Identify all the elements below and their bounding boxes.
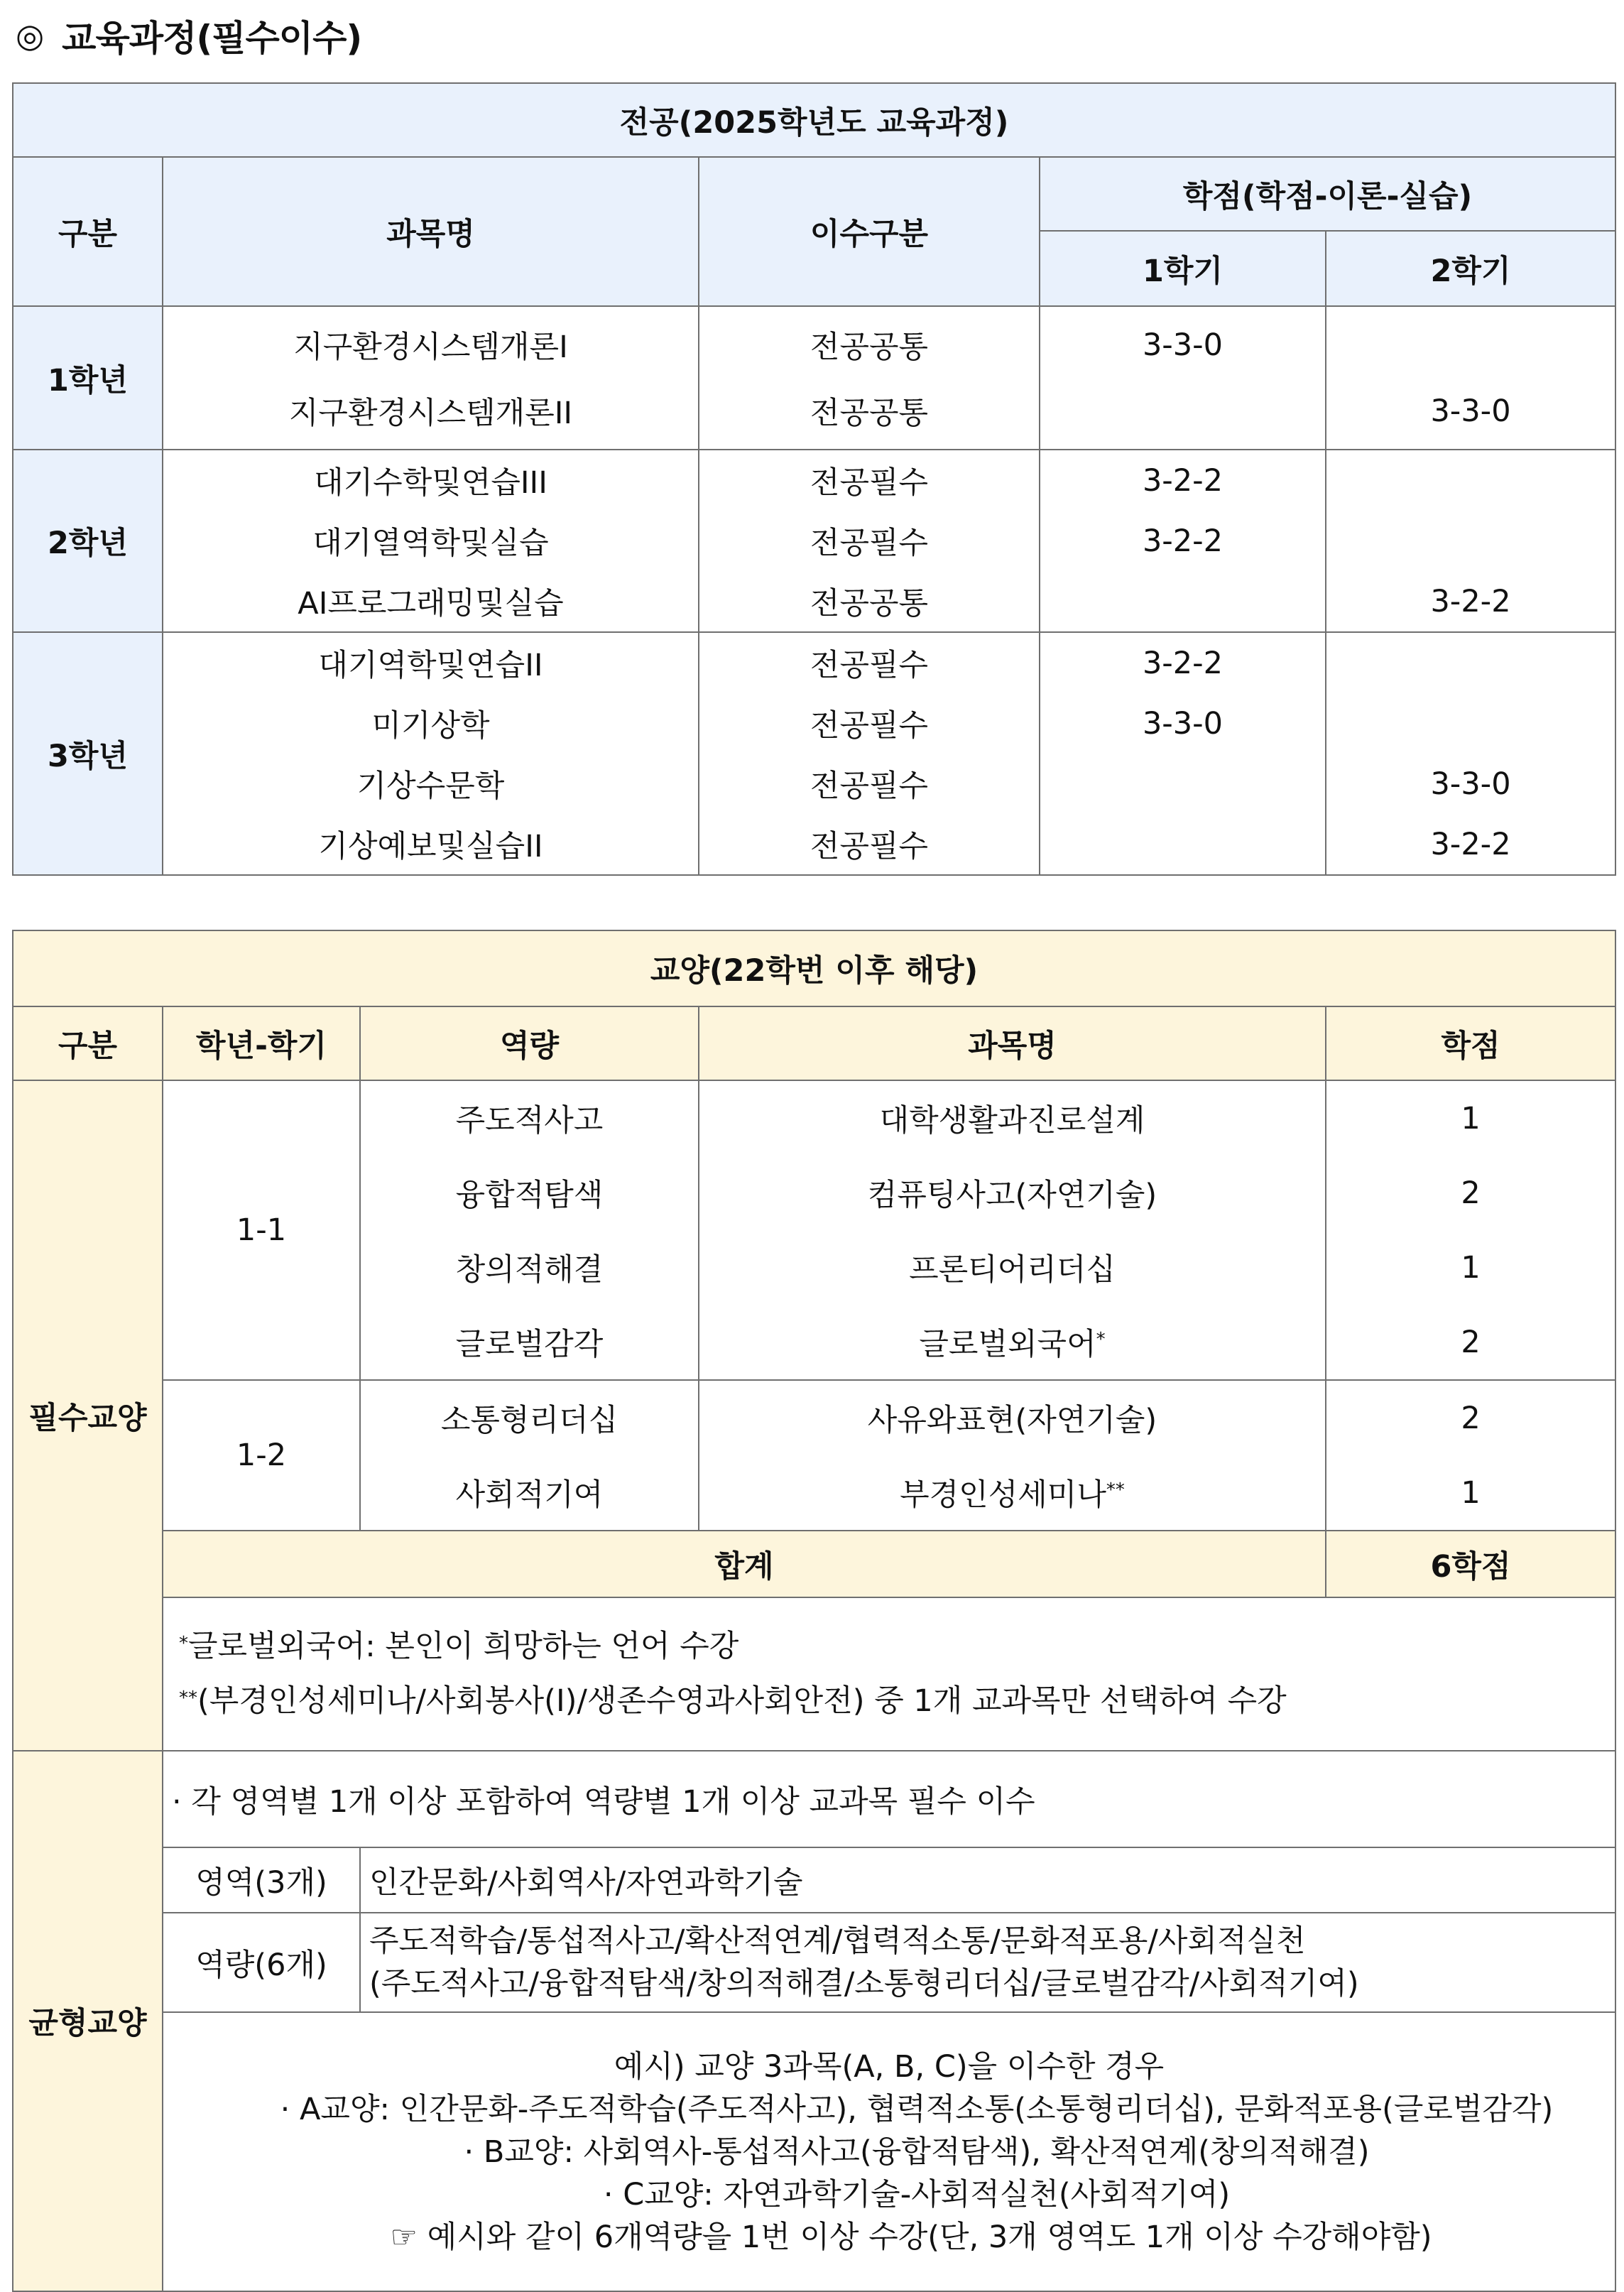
liberal-credit: 1 bbox=[1461, 1249, 1481, 1286]
course-type: 전공필수 bbox=[810, 648, 929, 683]
balanced-rule-row bbox=[13, 1751, 1615, 1847]
year-label: 3학년 bbox=[13, 632, 163, 875]
liberal-credit: 2 bbox=[1461, 1400, 1481, 1436]
footnote-mark: * bbox=[1096, 1328, 1106, 1350]
example-line-a: · A교양: 인간문화-주도적학습(주도적사고), 협력적소통(소통형리더십), 문화적포용(글로벌감각) bbox=[280, 2091, 1554, 2127]
competency: 주도적사고 bbox=[455, 1103, 604, 1139]
course-type: 전공필수 bbox=[810, 829, 929, 864]
competency-value bbox=[360, 1913, 1615, 2012]
liberal-course bbox=[699, 1305, 1325, 1379]
sem2-credit bbox=[1326, 633, 1615, 693]
sem1-credit bbox=[1040, 378, 1325, 444]
major-header-type: 이수구분 bbox=[699, 157, 1040, 306]
course-type: 전공공통 bbox=[810, 586, 929, 621]
sem2-credit: 3-2-2 bbox=[1430, 583, 1511, 619]
sem2-credit: 3-3-0 bbox=[1430, 766, 1511, 802]
major-header-sem2: 2학기 bbox=[1326, 231, 1615, 306]
course-name: 지구환경시스템개론I bbox=[293, 330, 568, 365]
year-label: 1학년 bbox=[13, 306, 163, 450]
sem1-credit bbox=[1040, 814, 1325, 874]
course-type: 전공필수 bbox=[810, 708, 929, 744]
total-value: 6학점 bbox=[1326, 1531, 1615, 1597]
required-group-1-1 bbox=[13, 1080, 1615, 1380]
course-name: 미기상학 bbox=[371, 708, 490, 744]
sem1-credit bbox=[1040, 571, 1325, 631]
liberal-credit: 2 bbox=[1461, 1324, 1481, 1360]
liberal-course bbox=[699, 1455, 1325, 1530]
course-text: 프론티어리더십 bbox=[909, 1252, 1116, 1288]
sem2-credit bbox=[1326, 693, 1615, 754]
competency-row bbox=[13, 1913, 1615, 2012]
liberal-arts-table bbox=[12, 930, 1616, 2292]
liberal-header-course: 과목명 bbox=[699, 1006, 1326, 1080]
competency: 창의적해결 bbox=[455, 1252, 604, 1288]
total-label: 합계 bbox=[163, 1531, 1326, 1597]
year-label: 2학년 bbox=[13, 450, 163, 632]
sem2-credit: 3-2-2 bbox=[1430, 826, 1511, 862]
required-group-1-2 bbox=[13, 1380, 1615, 1531]
major-table-caption: 전공(2025학년도 교육과정) bbox=[13, 83, 1615, 157]
course-type: 전공필수 bbox=[810, 768, 929, 804]
example-line-b: · B교양: 사회역사-통섭적사고(융합적탐색), 확산적연계(창의적해결) bbox=[464, 2134, 1370, 2170]
competency: 소통형리더십 bbox=[440, 1403, 618, 1438]
course-text: 대학생활과진로설계 bbox=[879, 1103, 1145, 1139]
major-header-credit: 학점(학점-이론-실습) bbox=[1040, 157, 1615, 231]
example-line-c: · C교양: 자연과학기술-사회적실천(사회적기여) bbox=[603, 2176, 1231, 2212]
footnote-mark: ** bbox=[179, 1688, 197, 1709]
sem1-credit: 3-3-0 bbox=[1142, 705, 1224, 742]
footnote-2 bbox=[179, 1674, 1602, 1729]
year-row-1 bbox=[13, 306, 1615, 450]
major-header-course: 과목명 bbox=[163, 157, 699, 306]
term-label: 1-2 bbox=[163, 1380, 360, 1531]
course-name: AI프로그래밍및실습 bbox=[298, 586, 564, 621]
liberal-table-caption: 교양(22학번 이후 해당) bbox=[13, 930, 1615, 1006]
required-liberal-label: 필수교양 bbox=[13, 1080, 163, 1751]
total-row bbox=[13, 1531, 1615, 1597]
area-value: 인간문화/사회역사/자연과학기술 bbox=[360, 1847, 1615, 1913]
sem1-credit: 3-2-2 bbox=[1142, 462, 1224, 499]
major-header-sem1: 1학기 bbox=[1040, 231, 1326, 306]
footnote-mark: * bbox=[179, 1633, 188, 1654]
sem1-credit: 3-2-2 bbox=[1142, 645, 1224, 681]
course-name: 대기수학및연습III bbox=[314, 465, 547, 501]
major-header-category: 구분 bbox=[13, 157, 163, 306]
course-text: 부경인성세미나 bbox=[900, 1477, 1106, 1513]
area-row bbox=[13, 1847, 1615, 1913]
liberal-header-category: 구분 bbox=[13, 1006, 163, 1080]
notes-row bbox=[13, 1597, 1615, 1751]
course-type: 전공공통 bbox=[810, 396, 929, 431]
course-text: 사유와표현(자연기술) bbox=[867, 1403, 1157, 1438]
course-type: 전공필수 bbox=[810, 526, 929, 561]
competency: 글로벌감각 bbox=[455, 1327, 604, 1362]
course-name: 기상수문학 bbox=[356, 768, 505, 804]
balanced-rule: · 각 영역별 1개 이상 포함하여 역량별 1개 이상 교과목 필수 이수 bbox=[163, 1751, 1615, 1847]
competency-value-line-2: (주도적사고/융합적탐색/창의적해결/소통형리더십/글로벌감각/사회적기여) bbox=[369, 1966, 1359, 2002]
sem1-credit: 3-3-0 bbox=[1142, 327, 1224, 363]
footnote-text: 글로벌외국어: 본인이 희망하는 언어 수강 bbox=[188, 1629, 739, 1664]
footnotes bbox=[163, 1597, 1615, 1751]
example-row bbox=[13, 2012, 1615, 2291]
footnote-text: (부경인성세미나/사회봉사(I)/생존수영과사회안전) 중 1개 교과목만 선택하여 수강 bbox=[197, 1683, 1287, 1719]
liberal-credit: 2 bbox=[1461, 1175, 1481, 1211]
course-name: 대기역학및연습II bbox=[318, 648, 543, 683]
example-title: 예시) 교양 3과목(A, B, C)을 이수한 경우 bbox=[614, 2048, 1165, 2085]
course-type: 전공필수 bbox=[810, 465, 929, 501]
sem2-credit bbox=[1326, 450, 1615, 511]
sem2-credit bbox=[1326, 511, 1615, 571]
liberal-credit: 1 bbox=[1461, 1100, 1481, 1136]
course-name: 지구환경시스템개론II bbox=[288, 396, 573, 431]
liberal-course bbox=[699, 1081, 1325, 1156]
balanced-liberal-label: 균형교양 bbox=[13, 1751, 163, 2291]
section-title-text: 교육과정(필수이수) bbox=[62, 18, 362, 59]
course-name: 기상예보및실습II bbox=[318, 829, 543, 864]
term-label: 1-1 bbox=[163, 1080, 360, 1380]
liberal-header-competency: 역량 bbox=[360, 1006, 699, 1080]
sem2-credit bbox=[1326, 312, 1615, 378]
area-label: 영역(3개) bbox=[163, 1847, 360, 1913]
course-name: 대기열역학및실습 bbox=[312, 526, 549, 561]
liberal-header-term: 학년-학기 bbox=[163, 1006, 360, 1080]
circle-mark-icon: ◎ bbox=[16, 16, 44, 55]
liberal-course bbox=[699, 1230, 1325, 1305]
year-row-3 bbox=[13, 632, 1615, 875]
liberal-credit: 1 bbox=[1461, 1474, 1481, 1511]
competency: 사회적기여 bbox=[455, 1477, 604, 1513]
footnote-1 bbox=[179, 1619, 1602, 1674]
course-text: 글로벌외국어 bbox=[919, 1327, 1096, 1362]
sem2-credit: 3-3-0 bbox=[1430, 393, 1511, 429]
competency: 융합적탐색 bbox=[455, 1178, 604, 1213]
sem1-credit bbox=[1040, 754, 1325, 814]
liberal-course bbox=[699, 1156, 1325, 1230]
competency-label: 역량(6개) bbox=[163, 1913, 360, 2012]
example-tip: ☞ 예시와 같이 6개역량을 1번 이상 수강(단, 3개 영역도 1개 이상 수강해야함) bbox=[390, 2219, 1432, 2255]
competency-value-line-1: 주도적학습/통섭적사고/확산적연계/협력적소통/문화적포용/사회적실천 bbox=[369, 1923, 1306, 1959]
course-text: 컴퓨팅사고(자연기술) bbox=[867, 1178, 1157, 1213]
section-title bbox=[16, 7, 361, 64]
year-row-2 bbox=[13, 450, 1615, 632]
sem1-credit: 3-2-2 bbox=[1142, 523, 1224, 559]
footnote-mark: ** bbox=[1106, 1479, 1125, 1501]
liberal-header-credit: 학점 bbox=[1326, 1006, 1615, 1080]
liberal-course bbox=[699, 1381, 1325, 1455]
course-type: 전공공통 bbox=[810, 330, 929, 365]
example-block bbox=[163, 2012, 1615, 2291]
major-curriculum-table bbox=[12, 82, 1616, 876]
